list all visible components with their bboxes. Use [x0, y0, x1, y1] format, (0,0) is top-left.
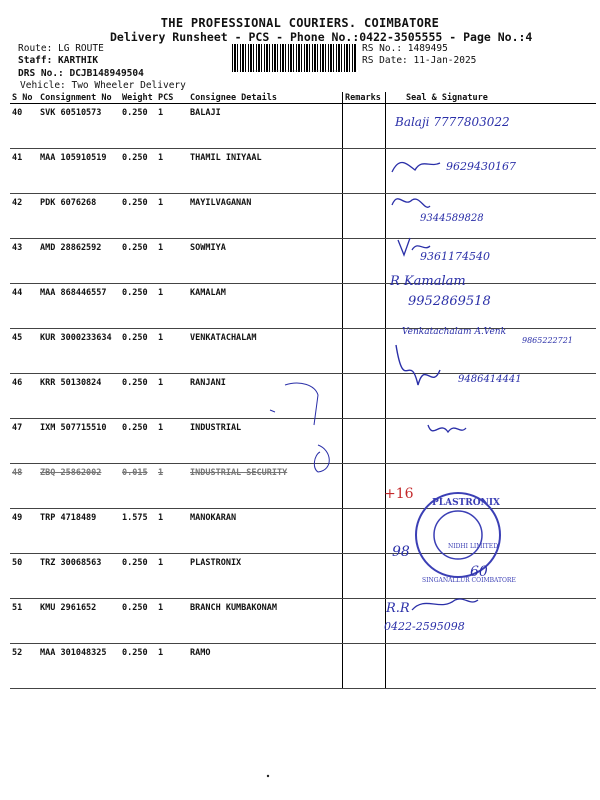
drs-label: DRS No.: DCJB148949504: [18, 68, 144, 79]
cell-pcs: 1: [156, 554, 188, 599]
mark-49: +16: [384, 486, 414, 502]
signature-51: 98: [392, 544, 410, 560]
cell-weight: 0.250: [120, 194, 156, 239]
cell-pcs: 1: [156, 374, 188, 419]
cell-remarks: [343, 374, 386, 419]
cell-consignment: TRZ 30068563: [38, 554, 120, 599]
cell-consignment: KRR 50130824: [38, 374, 120, 419]
cell-signature: [386, 419, 597, 464]
cell-remarks: [343, 284, 386, 329]
table-row: [10, 104, 596, 149]
signature-40: Balaji 7777803022: [395, 115, 510, 129]
cell-weight: 0.250: [120, 419, 156, 464]
cell-remarks: [343, 104, 386, 149]
cell-consignee: VENKATACHALAM: [188, 329, 343, 374]
cell-signature: [386, 464, 597, 509]
signature-52b: 0422-2595098: [384, 620, 465, 633]
cell-weight: 0.250: [120, 644, 156, 689]
cell-remarks: [343, 329, 386, 374]
table-row: [10, 554, 596, 599]
cell-weight: 0.250: [120, 329, 156, 374]
cell-pcs: 1: [156, 284, 188, 329]
cell-pcs: 1: [156, 599, 188, 644]
cell-consignee: BRANCH KUMBAKONAM: [188, 599, 343, 644]
cell-weight: 0.250: [120, 149, 156, 194]
cell-sno: 43: [10, 239, 38, 284]
cell-remarks: [343, 554, 386, 599]
table-row: [10, 239, 596, 284]
cell-weight: 0.250: [120, 374, 156, 419]
table-row: [10, 644, 596, 689]
cell-sno: 40: [10, 104, 38, 149]
signature-44a: R Kamalam: [390, 274, 466, 289]
stamp-text-c: SINGANALLUR COIMBATORE: [422, 577, 516, 584]
rs-number: RS No.: 1489495: [362, 43, 448, 54]
cell-remarks: [343, 239, 386, 284]
cell-consignee: INDUSTRIAL SECURITY: [188, 464, 343, 509]
cell-consignment: TRP 4718489: [38, 509, 120, 554]
cell-consignee: RAMO: [188, 644, 343, 689]
cell-weight: 0.250: [120, 554, 156, 599]
cell-consignment: ZBQ 25862002: [38, 464, 120, 509]
cell-consignee: INDUSTRIAL: [188, 419, 343, 464]
col-consignment: Consignment No: [38, 92, 120, 104]
barcode-icon: [232, 44, 356, 72]
speck-icon: [267, 775, 269, 777]
rs-date: RS Date: 11-Jan-2025: [362, 55, 477, 66]
cell-consignment: MAA 868446557: [38, 284, 120, 329]
cell-signature: [386, 599, 597, 644]
cell-sno: 50: [10, 554, 38, 599]
cell-sno: 46: [10, 374, 38, 419]
cell-pcs: 1: [156, 644, 188, 689]
cell-signature: [386, 104, 597, 149]
signature-41: 9629430167: [446, 160, 516, 173]
cell-pcs: 1: [156, 509, 188, 554]
cell-signature: [386, 239, 597, 284]
cell-consignee: SOWMIYA: [188, 239, 343, 284]
table-row: [10, 329, 596, 374]
stamp-text-a: PLASTRONIX: [432, 498, 501, 508]
cell-pcs: 1: [156, 329, 188, 374]
cell-consignee: KAMALAM: [188, 284, 343, 329]
cell-weight: 0.250: [120, 104, 156, 149]
cell-consignee: PLASTRONIX: [188, 554, 343, 599]
cell-consignee: BALAJI: [188, 104, 343, 149]
col-consignee: Consignee Details: [188, 92, 343, 104]
runsheet-table: [10, 92, 596, 689]
cell-weight: 0.250: [120, 284, 156, 329]
table-row: [10, 419, 596, 464]
page-subtitle: Delivery Runsheet - PCS - Phone No.:0422-3505555 - Page No.:4: [110, 30, 533, 44]
cell-weight: 0.250: [120, 599, 156, 644]
staff-label: Staff: KARTHIK: [18, 55, 99, 66]
signature-51b: 60: [470, 564, 488, 580]
cell-signature: [386, 554, 597, 599]
cell-pcs: 1: [156, 419, 188, 464]
cell-remarks: [343, 194, 386, 239]
signature-44b: 9952869518: [408, 294, 491, 309]
cell-pcs: 1: [156, 104, 188, 149]
cell-signature: [386, 644, 597, 689]
table-row: [10, 509, 596, 554]
cell-sno: 45: [10, 329, 38, 374]
cell-pcs: 1: [156, 464, 188, 509]
cell-consignee: THAMIL INIYAAL: [188, 149, 343, 194]
col-sno: S No: [10, 92, 38, 104]
cell-consignment: KMU 2961652: [38, 599, 120, 644]
table-row: [10, 599, 596, 644]
table-row: [10, 194, 596, 239]
vehicle-label: Vehicle: Two Wheeler Delivery: [20, 80, 186, 91]
cell-consignment: MAA 301048325: [38, 644, 120, 689]
cell-sno: 42: [10, 194, 38, 239]
cell-signature: [386, 509, 597, 554]
table-row: [10, 284, 596, 329]
cell-signature: [386, 329, 597, 374]
cell-consignment: MAA 105910519: [38, 149, 120, 194]
signature-43: 9361174540: [420, 250, 490, 263]
cell-sno: 47: [10, 419, 38, 464]
col-pcs: PCS: [156, 92, 188, 104]
cell-signature: [386, 374, 597, 419]
cell-weight: 1.575: [120, 509, 156, 554]
cell-sno: 44: [10, 284, 38, 329]
cell-sno: 49: [10, 509, 38, 554]
cell-consignment: KUR 3000233634: [38, 329, 120, 374]
col-signature: Seal & Signature: [386, 92, 597, 104]
table-row: [10, 149, 596, 194]
cell-remarks: [343, 644, 386, 689]
cell-sno: 51: [10, 599, 38, 644]
table-header-row: [10, 92, 596, 104]
cell-consignee: RANJANI: [188, 374, 343, 419]
cell-consignee: MAYILVAGANAN: [188, 194, 343, 239]
cell-consignment: IXM 507715510: [38, 419, 120, 464]
cell-weight: 0.015: [120, 464, 156, 509]
signature-42: 9344589828: [420, 213, 484, 224]
cell-sno: 52: [10, 644, 38, 689]
table-row: [10, 464, 596, 509]
cell-pcs: 1: [156, 194, 188, 239]
cell-pcs: 1: [156, 149, 188, 194]
route-label: Route: LG ROUTE: [18, 43, 104, 54]
cell-signature: [386, 284, 597, 329]
cell-consignment: SVK 60510573: [38, 104, 120, 149]
cell-consignee: MANOKARAN: [188, 509, 343, 554]
cell-sno: 48: [10, 464, 38, 509]
cell-signature: [386, 194, 597, 239]
cell-remarks: [343, 419, 386, 464]
signature-45b: 9865222721: [522, 336, 573, 345]
cell-pcs: 1: [156, 239, 188, 284]
signature-46: 9486414441: [458, 374, 522, 385]
cell-signature: [386, 149, 597, 194]
col-weight: Weight: [120, 92, 156, 104]
cell-consignment: AMD 28862592: [38, 239, 120, 284]
stamp-text-b: NIDHI LIMITED: [448, 543, 499, 550]
cell-weight: 0.250: [120, 239, 156, 284]
page-title: THE PROFESSIONAL COURIERS. COIMBATORE: [160, 16, 440, 30]
cell-remarks: [343, 599, 386, 644]
col-remarks: Remarks: [343, 92, 386, 104]
cell-remarks: [343, 464, 386, 509]
signature-52a: R.R: [386, 601, 410, 616]
cell-remarks: [343, 509, 386, 554]
signature-45a: Venkatachalam A.Venk: [402, 327, 507, 337]
cell-consignment: PDK 6076268: [38, 194, 120, 239]
table-row: [10, 374, 596, 419]
cell-sno: 41: [10, 149, 38, 194]
cell-remarks: [343, 149, 386, 194]
